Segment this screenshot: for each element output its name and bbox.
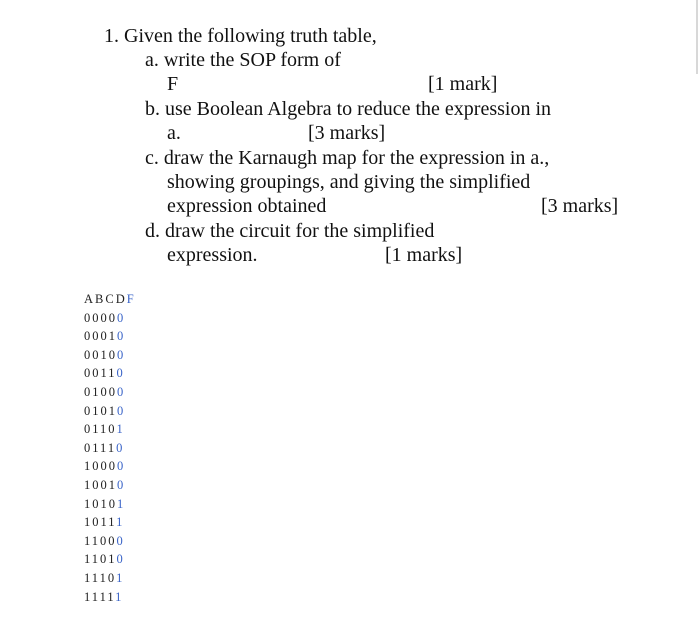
truth-table-row	[84, 457, 136, 476]
part-c-line-3: expression obtained	[167, 195, 327, 217]
truth-table-row	[84, 550, 136, 569]
truth-table-row	[84, 309, 136, 328]
part-b-line-2: a.	[167, 122, 181, 144]
truth-table-output: 0	[117, 310, 126, 325]
truth-table-inputs: 1001	[84, 477, 117, 492]
part-c-mark: [3 marks]	[541, 195, 619, 217]
part-c-line-1: c. draw the Karnaugh map for the expression in a.,	[145, 147, 550, 169]
part-b-mark: [3 marks]	[308, 122, 386, 144]
question-title: 1. Given the following truth table,	[104, 25, 377, 47]
truth-table-output: 1	[116, 422, 125, 437]
truth-table-row	[84, 513, 136, 532]
truth-table-header-output: F	[126, 292, 136, 306]
part-a-mark: [1 mark]	[428, 73, 498, 95]
part-c-line-2: showing groupings, and giving the simplified	[167, 171, 531, 193]
truth-table-output: 1	[116, 515, 125, 530]
truth-table-row	[84, 495, 136, 514]
truth-table-inputs: 0011	[84, 366, 117, 381]
truth-table-inputs: 0000	[84, 310, 117, 325]
truth-table-output: 1	[117, 496, 126, 511]
part-a-line-1: a. write the SOP form of	[145, 49, 341, 71]
truth-table-inputs: 0001	[84, 329, 117, 344]
truth-table-inputs: 1100	[84, 533, 117, 548]
truth-table-output: 1	[116, 570, 125, 585]
truth-table-output: 0	[117, 329, 126, 344]
truth-table-row	[84, 327, 136, 346]
part-b-line-1: b. use Boolean Algebra to reduce the expression in	[145, 98, 551, 120]
truth-table-inputs: 0010	[84, 347, 117, 362]
truth-table-output: 0	[117, 459, 126, 474]
truth-table-output: 0	[116, 366, 125, 381]
truth-table-output: 0	[117, 403, 126, 418]
truth-table-inputs: 0101	[84, 403, 117, 418]
truth-table-row	[84, 569, 136, 588]
truth-table-inputs: 0110	[84, 422, 117, 437]
truth-table-output: 1	[115, 589, 124, 604]
truth-table-inputs: 1000	[84, 459, 117, 474]
truth-table-row	[84, 402, 136, 421]
truth-table-row	[84, 346, 136, 365]
truth-table-inputs: 1111	[84, 589, 116, 604]
truth-table-inputs: 1101	[84, 552, 117, 567]
part-d-line-1: d. draw the circuit for the simplified	[145, 220, 435, 242]
part-a-line-2: F	[167, 73, 179, 95]
truth-table-body	[84, 309, 136, 607]
truth-table-row	[84, 588, 136, 607]
truth-table-output: 0	[116, 440, 125, 455]
truth-table-output: 0	[117, 477, 126, 492]
truth-table-header-inputs: ABCD	[84, 292, 127, 306]
truth-table-header	[84, 290, 136, 309]
truth-table-inputs: 1110	[84, 570, 117, 585]
truth-table-row	[84, 439, 136, 458]
truth-table-output: 0	[117, 347, 126, 362]
truth-table-row	[84, 364, 136, 383]
truth-table-inputs: 1011	[84, 515, 117, 530]
truth-table-row	[84, 383, 136, 402]
page-edge-divider	[696, 0, 698, 74]
part-d-mark: [1 marks]	[385, 244, 463, 266]
truth-table-output: 0	[116, 533, 125, 548]
truth-table-output: 0	[116, 552, 125, 567]
truth-table-inputs: 1010	[84, 496, 117, 511]
truth-table-inputs: 0111	[84, 440, 117, 455]
part-d-line-2: expression.	[167, 244, 258, 266]
truth-table-row	[84, 420, 136, 439]
truth-table-output: 0	[117, 384, 126, 399]
truth-table-row	[84, 532, 136, 551]
truth-table	[84, 290, 136, 606]
truth-table-row	[84, 476, 136, 495]
truth-table-inputs: 0100	[84, 384, 117, 399]
